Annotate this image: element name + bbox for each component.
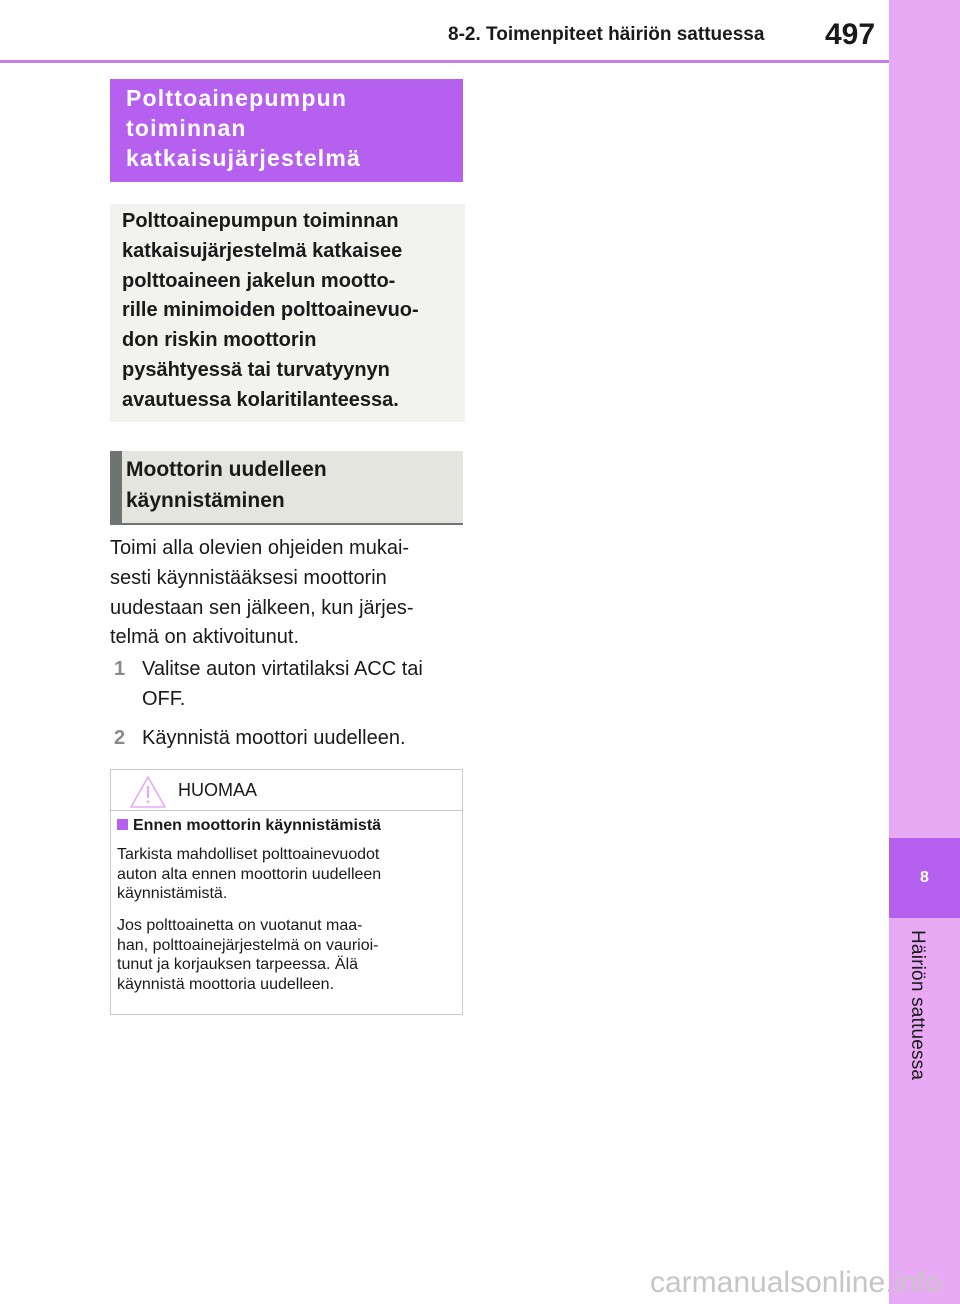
step-text bbox=[142, 655, 472, 715]
step-text bbox=[142, 724, 472, 754]
subheading-line: käynnistäminen bbox=[126, 489, 285, 512]
heading-line: Polttoainepumpun bbox=[126, 85, 348, 111]
notice-paragraph-2 bbox=[117, 916, 455, 994]
intro-line: rille minimoiden polttoainevuo- bbox=[122, 299, 419, 322]
step-line: OFF. bbox=[142, 687, 186, 710]
step-2 bbox=[110, 724, 470, 754]
notice-header bbox=[111, 770, 462, 811]
restart-instructions-paragraph bbox=[110, 534, 470, 653]
notice-line: käynnistä moottoria uudelleen. bbox=[117, 975, 335, 993]
header-divider bbox=[0, 60, 889, 63]
notice-title: HUOMAA bbox=[178, 780, 258, 800]
bullet-square-icon bbox=[117, 819, 128, 830]
notice-line: Jos polttoainetta on vuotanut maa- bbox=[117, 917, 363, 934]
body-line: telmä on aktivoitunut. bbox=[110, 626, 299, 649]
chapter-sidebar bbox=[889, 0, 960, 1304]
watermark-text: carmanualsonline.info bbox=[650, 1266, 942, 1299]
notice-subheading bbox=[117, 817, 381, 835]
step-number: 1 bbox=[114, 658, 126, 680]
step-1 bbox=[110, 655, 470, 715]
subheading-line: Moottorin uudelleen bbox=[126, 458, 327, 481]
body-line: sesti käynnistääksesi moottorin bbox=[110, 566, 387, 589]
heading-line: katkaisujärjestelmä bbox=[126, 145, 362, 171]
section-heading-fuel-pump bbox=[110, 79, 463, 182]
intro-line: katkaisujärjestelmä katkaisee bbox=[122, 239, 403, 262]
intro-line: avautuessa kolaritilanteessa. bbox=[122, 388, 399, 411]
notice-line: tunut ja korjauksen tarpeessa. Älä bbox=[117, 956, 359, 973]
page-number: 497 bbox=[825, 18, 876, 51]
warning-triangle-icon bbox=[129, 775, 167, 809]
intro-line: pysähtyessä tai turvatyynyn bbox=[122, 358, 390, 381]
notice-paragraph-1 bbox=[117, 845, 455, 904]
notice-line: käynnistämistä. bbox=[117, 885, 228, 902]
heading-line: toiminnan bbox=[126, 115, 247, 141]
intro-line: polttoaineen jakelun mootto- bbox=[122, 269, 396, 292]
intro-summary-box bbox=[110, 204, 465, 422]
step-line: Käynnistä moottori uudelleen. bbox=[142, 727, 406, 749]
chapter-number-tab: 8 bbox=[889, 838, 960, 918]
body-line: Toimi alla olevien ohjeiden mukai- bbox=[110, 537, 410, 559]
subsection-heading-restart bbox=[110, 451, 463, 525]
chapter-label: Häiriön sattuessa bbox=[907, 930, 928, 1081]
step-number: 2 bbox=[114, 727, 126, 749]
notice-subheading-text: Ennen moottorin käynnistämistä bbox=[133, 817, 382, 834]
step-line: Valitse auton virtatilaksi ACC tai bbox=[142, 658, 423, 680]
running-header-title: 8-2. Toimenpiteet häiriön sattuessa bbox=[448, 24, 765, 45]
body-line: uudestaan sen jälkeen, kun järjes- bbox=[110, 596, 414, 619]
intro-line: Polttoainepumpun toiminnan bbox=[122, 210, 399, 232]
intro-line: don riskin moottorin bbox=[122, 329, 317, 352]
notice-line: Tarkista mahdolliset polttoainevuodot bbox=[117, 846, 380, 863]
notice-box bbox=[110, 769, 463, 1015]
notice-line: han, polttoainejärjestelmä on vaurioi- bbox=[117, 936, 379, 954]
notice-line: auton alta ennen moottorin uudelleen bbox=[117, 865, 382, 883]
